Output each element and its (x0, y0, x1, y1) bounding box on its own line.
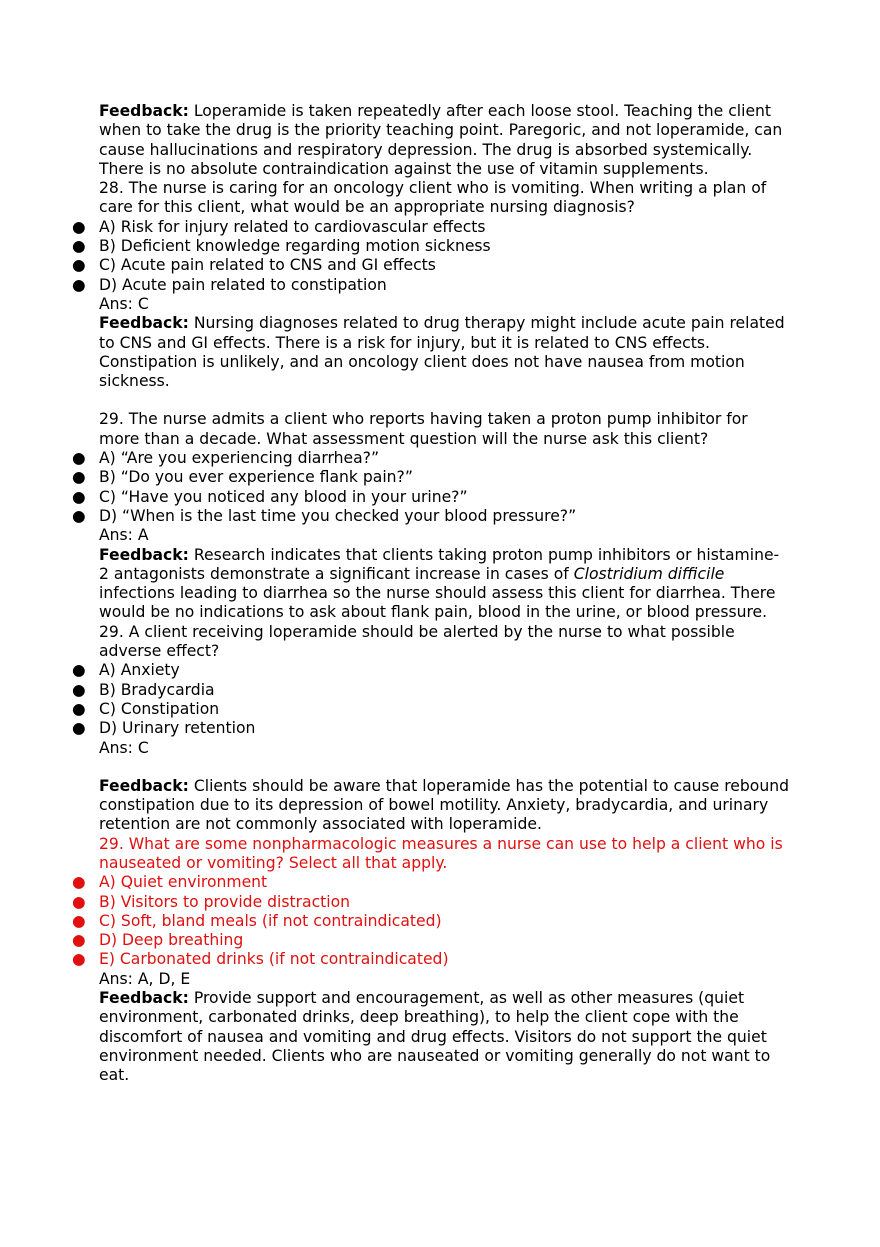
options-list-29-loperamide (72, 661, 789, 738)
answer-29-ppi: Ans: A (99, 526, 149, 545)
question-29-loperamide: 29. A client receiving loperamide should be alerted by the nurse to what possible adverse effect? (99, 622, 735, 661)
feedback-paragraph (99, 102, 789, 179)
option-item: ● E) Carbonated drinks (if not contraindicated) (72, 950, 449, 969)
options-list-29-ppi (72, 449, 789, 526)
option-item: ● C) Soft, bland meals (if not contraindicated) (72, 911, 442, 930)
feedback-text: Loperamide is taken repeatedly after each loose stool. Teaching the client when to take the drug is the priority teaching point. Paregoric, and not loperamide, can cause hallucinations and respiratory depression. The drug is absorbed systemically. There is no absolute contraindication against the use of vitamin supplements. (99, 102, 783, 178)
feedback-label: Feedback: (99, 776, 189, 795)
option-item: ● D) “When is the last time you checked your blood pressure?” (72, 506, 577, 525)
feedback-text: Provide support and encouragement, as well as other measures (quiet environment, carbonated drinks, deep breathing), to help the client cope with the discomfort of nausea and vomiting and drug effects. Visitors do not support the quiet environment needed. Clients who are nauseated or vomiting generally do not want to eat. (99, 989, 771, 1085)
option-item: ● D) Deep breathing (72, 931, 244, 950)
bullet-icon: ● (72, 699, 86, 718)
feedback-text: Nursing diagnoses related to drug therapy might include acute pain related to CNS and GI effects. There is a risk for injury, but it is related to CNS effects. Constipation is unlikely, and an oncology client does not have nausea from motion sickness. (99, 314, 785, 391)
answer-29-nonpharm: Ans: A, D, E (99, 969, 191, 988)
answer-28: Ans: C (99, 294, 149, 313)
question-29-ppi: 29. The nurse admits a client who reports having taken a proton pump inhibitor for more than a decade. What assessment question will the nurse ask this client? (99, 410, 748, 448)
bullet-icon: ● (72, 661, 86, 680)
option-item: ● D) Urinary retention (72, 719, 256, 738)
option-item: ● B) Bradycardia (72, 680, 215, 699)
option-item: ● C) Acute pain related to CNS and GI effects (72, 256, 436, 275)
feedback-label: Feedback: (99, 314, 189, 333)
option-item: ● D) Acute pain related to constipation (72, 275, 387, 294)
option-item: ● A) Risk for injury related to cardiovascular effects (72, 217, 486, 236)
option-item: ● A) Anxiety (72, 661, 180, 680)
bullet-icon: ● (72, 506, 86, 525)
spacer (99, 391, 789, 410)
document-page (72, 102, 790, 1086)
option-item: ● C) “Have you noticed any blood in your urine?” (72, 487, 468, 506)
bullet-icon: ● (72, 950, 86, 969)
bullet-icon: ● (72, 237, 86, 256)
bullet-icon: ● (72, 275, 86, 294)
feedback-paragraph (99, 314, 789, 391)
bullet-icon: ● (72, 931, 86, 950)
option-item: ● C) Constipation (72, 699, 220, 718)
options-list-28 (72, 217, 789, 295)
bullet-icon: ● (72, 449, 86, 468)
feedback-label: Feedback: (99, 545, 189, 564)
option-item: ● B) “Do you ever experience flank pain?” (72, 468, 413, 487)
bullet-icon: ● (72, 873, 86, 892)
option-item: ● A) Quiet environment (72, 873, 268, 892)
bullet-icon: ● (72, 468, 86, 487)
bullet-icon: ● (72, 680, 86, 699)
answer-29-loperamide: Ans: C (99, 738, 149, 757)
feedback-paragraph (99, 777, 789, 835)
option-item: ● A) “Are you experiencing diarrhea?” (72, 449, 380, 468)
options-list-29-nonpharm (72, 873, 789, 969)
option-item: ● B) Deficient knowledge regarding motion sickness (72, 237, 491, 256)
feedback-text: Clients should be aware that loperamide has the potential to cause rebound constipation due to its depression of bowel motility. Anxiety, bradycardia, and urinary retention are not commonly associated with loperamide. (99, 776, 790, 834)
bullet-icon: ● (72, 911, 86, 930)
bullet-icon: ● (72, 892, 86, 911)
feedback-label: Feedback: (99, 102, 189, 120)
feedback-label: Feedback: (99, 989, 189, 1008)
question-28: 28. The nurse is caring for an oncology client who is vomiting. When writing a plan of care for this client, what would be an appropriate nursing diagnosis? (99, 179, 767, 217)
spacer (99, 758, 789, 777)
organism-name: Clostridium difficile (573, 564, 725, 583)
feedback-paragraph: Feedback: Research indicates that clients taking proton pump inhibitors or histamine-2 antagonists demonstrate a significant increase in cases of Clostridium difficile infections leading to diarrhea so the nurse should assess this client for diarrhea. There would be no indications to ask about flank pain, blood in the urine, or blood pressure. (99, 545, 780, 622)
bullet-icon: ● (72, 719, 86, 738)
feedback-paragraph (99, 989, 789, 1085)
question-29-nonpharm: 29. What are some nonpharmacologic measures a nurse can use to help a client who is nauseated or vomiting? Select all that apply. (99, 834, 783, 872)
bullet-icon: ● (72, 487, 86, 506)
bullet-icon: ● (72, 217, 86, 236)
option-item: ● B) Visitors to provide distraction (72, 892, 351, 911)
bullet-icon: ● (72, 256, 86, 275)
